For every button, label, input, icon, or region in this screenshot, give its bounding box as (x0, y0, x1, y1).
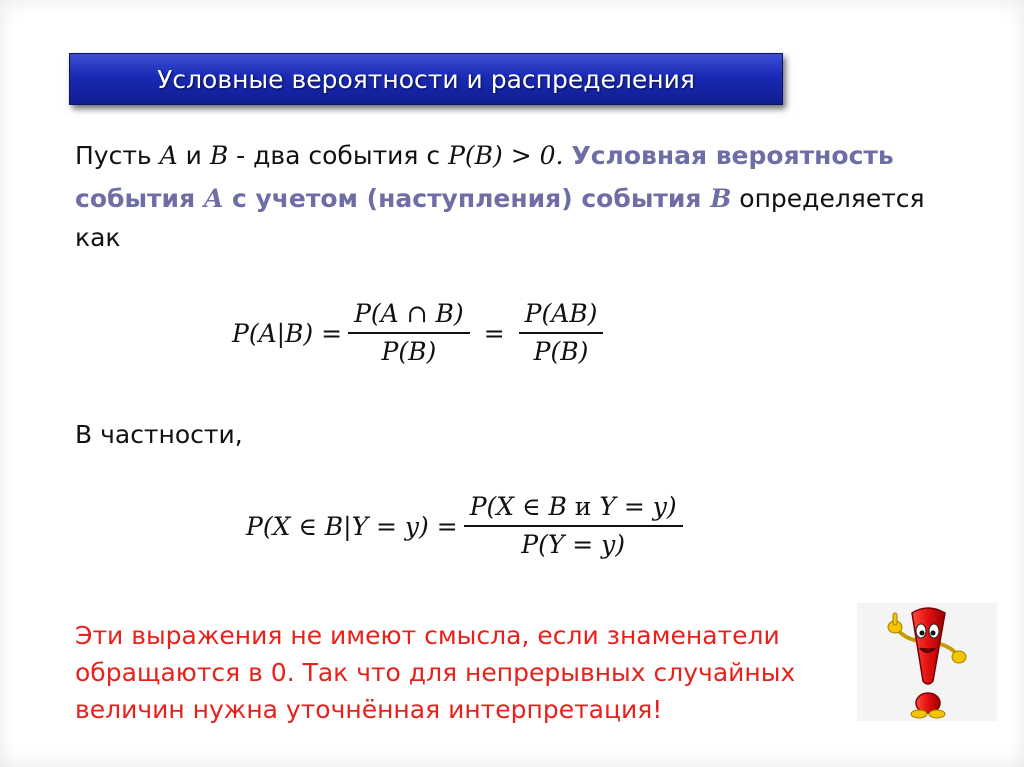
intro-text: Пусть (75, 141, 160, 170)
fraction-denominator: P(Y = y) (521, 530, 626, 559)
intro-text: - два события с (228, 141, 449, 170)
in-particular-label: В частности, (75, 420, 243, 449)
warning-line: Эти выражения не имеют смысла, если знаменатели (75, 621, 780, 650)
in-particular-text (75, 417, 975, 453)
definition-highlight: с учетом (наступления) события (223, 184, 711, 213)
intro-line-3 (75, 220, 975, 256)
fraction (519, 296, 604, 370)
definition-highlight: события (75, 184, 204, 213)
warning-line: величин нужна уточнённая интерпретация! (75, 695, 663, 724)
title-banner (69, 53, 783, 105)
exclamation-mark-character-icon (857, 603, 997, 721)
intro-text: как (75, 223, 121, 252)
slide-title: Условные вероятности и распределения (157, 64, 695, 94)
warning-text (75, 617, 865, 728)
conditional-distribution-formula (246, 489, 689, 563)
symbol-a: A (159, 141, 178, 170)
condition-formula: P(B) > 0. (448, 141, 564, 170)
symbol-a: A (203, 184, 224, 213)
intro-text: определяется (731, 184, 925, 213)
fraction-denominator: P(B) (381, 337, 437, 366)
fraction-denominator: P(B) (533, 337, 589, 366)
fraction (464, 489, 683, 563)
fraction (348, 296, 470, 370)
numerator-part: P(X ∈ B (469, 492, 567, 521)
symbol-b: B (710, 184, 732, 213)
equals-sign: = (483, 318, 505, 348)
definition-highlight: Условная вероятность (571, 141, 894, 170)
numerator-and: и (566, 492, 600, 521)
fraction-numerator (464, 489, 683, 525)
symbol-b: B (209, 141, 229, 170)
intro-line-1 (75, 138, 975, 174)
fraction-numerator: P(AB) (524, 299, 598, 328)
numerator-part: Y = y) (599, 492, 677, 521)
formula-lhs: P(X ∈ B|Y = y) = (246, 511, 458, 541)
intro-line-2 (75, 181, 975, 217)
fraction-numerator: P(A ∩ B) (354, 299, 464, 328)
conditional-probability-formula (232, 296, 609, 370)
warning-line: обращаются в 0. Так что для непрерывных случайных (75, 658, 796, 687)
formula-lhs: P(A|B) = (232, 318, 343, 348)
intro-text: и (177, 141, 210, 170)
